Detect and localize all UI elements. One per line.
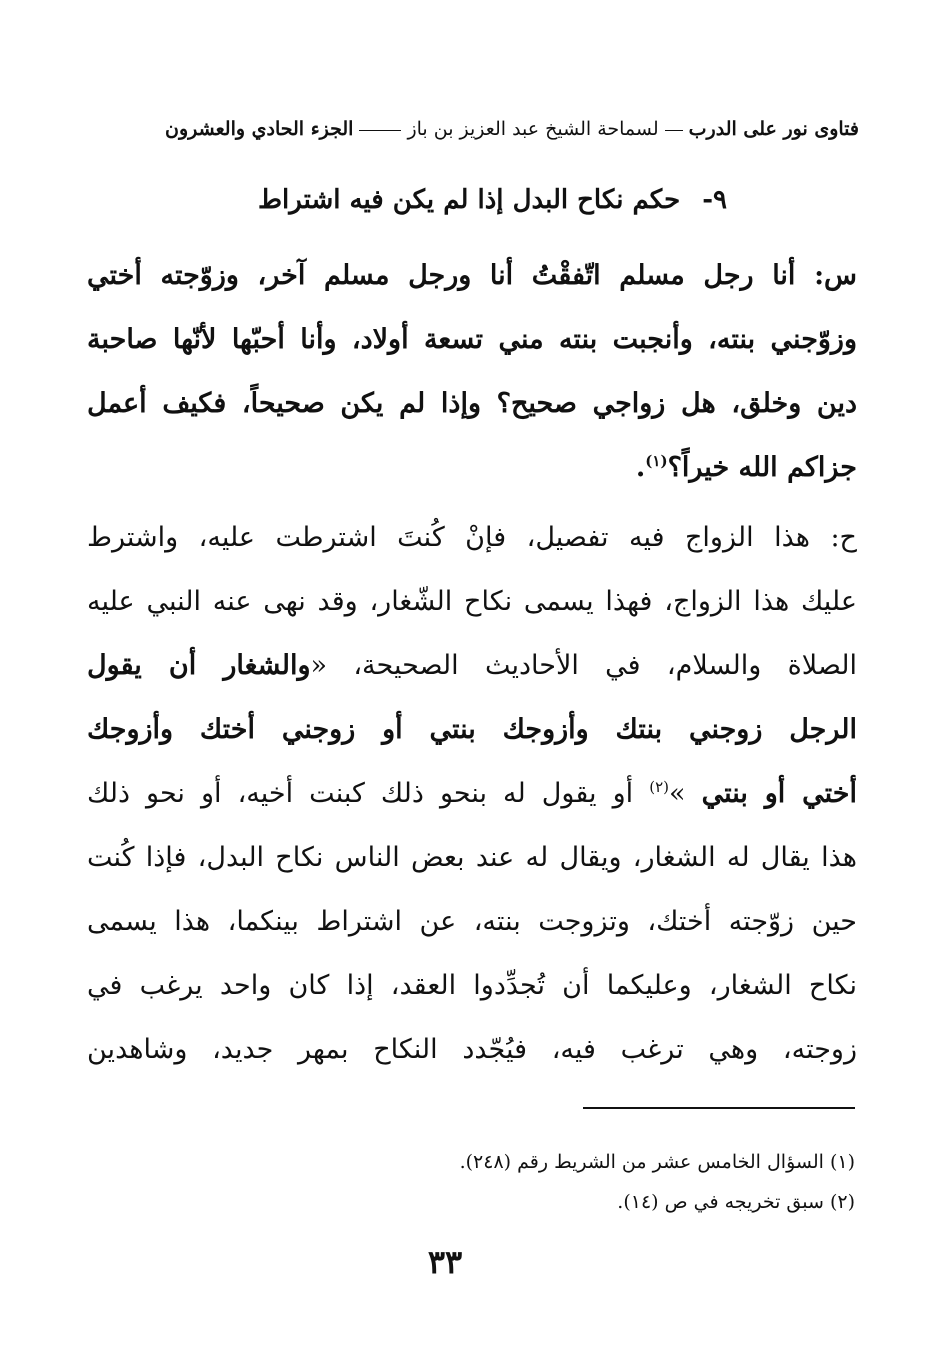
running-head-volume: الجزء الحادي والعشرون — [165, 118, 354, 140]
question-line: وزوّجني بنته، وأنجبت بنته مني تسعة أولاد، وأنا أحبّها لأنّها صاحبة — [87, 324, 857, 355]
hadith-quote: الرجل زوجني بنتك وأزوجك بنتي أو زوجني أختك وأزوجك — [87, 714, 857, 745]
question-line: دين وخلق، هل زواجي صحيح؟ وإذا لم يكن صحيحاً، فكيف أعمل — [87, 388, 857, 419]
footnote-ref: (١) — [645, 452, 668, 470]
footnote-ref: (٢) — [649, 778, 669, 796]
answer-line — [87, 762, 857, 826]
running-head-book-title: فتاوى نور على الدرب — [688, 118, 859, 140]
running-head — [89, 112, 859, 146]
answer-line: هذا يقال له الشغار، ويقال له عند بعض الناس نكاح البدل، فإذا كُنت — [87, 842, 857, 873]
hadith-quote: أختي أو بنتي — [701, 778, 857, 809]
question-end-mark: . — [635, 452, 646, 483]
footnote: (٢) سبق تخريجه في ص (١٤). — [617, 1191, 855, 1213]
running-head-author: لسماحة الشيخ عبد العزيز بن باز — [407, 118, 659, 140]
question-line — [87, 436, 857, 500]
footnotes — [355, 1142, 855, 1222]
answer-line-text: أو يقول له بنحو ذلك كبنت أخيه، أو نحو ذلك — [87, 778, 650, 809]
footnote-separator — [583, 1107, 855, 1109]
running-head-separator — [665, 130, 683, 131]
answer-line: ح: هذا الزواج فيه تفصيل، فإنْ كُنتَ اشترطت عليه، واشترط — [87, 522, 857, 553]
hadith-quote: والشغار أن يقول — [87, 650, 311, 681]
answer-line — [87, 634, 857, 698]
hadith-close-quote: » — [668, 778, 702, 809]
question-line-text: جزاكم الله خيراً؟ — [667, 452, 857, 483]
running-head-separator — [359, 130, 401, 131]
answer-line: عليك هذا الزواج، فهذا يسمى نكاح الشّغار، وقد نهى عنه النبي عليه — [87, 586, 857, 617]
footnote: (١) السؤال الخامس عشر من الشريط رقم (٢٤٨). — [459, 1151, 855, 1173]
answer-line: حين زوّجته أختك، وتزوجت بنته، عن اشتراط بينكما، هذا يسمى — [87, 906, 857, 937]
section-number: ٩- — [702, 185, 727, 215]
page-number: ٣٣ — [427, 1243, 463, 1281]
answer-line: زوجته، وهي ترغب فيه، فيُجّدد النكاح بمهر جديد، وشاهدين — [87, 1034, 857, 1065]
section-title-text: حكم نكاح البدل إذا لم يكن فيه اشتراط — [257, 185, 681, 215]
section-title — [167, 178, 727, 222]
question-line: س: أنا رجل مسلم اتّفقْتُ أنا ورجل مسلم آخر، وزوّجته أختي — [87, 260, 857, 291]
answer-line-text: الصلاة والسلام، في الأحاديث الصحيحة، « — [310, 650, 857, 681]
body-text — [87, 244, 857, 1082]
answer-line: نكاح الشغار، وعليكما أن تُجدِّدوا العقد، إذا كان واحد يرغب في — [87, 970, 857, 1001]
